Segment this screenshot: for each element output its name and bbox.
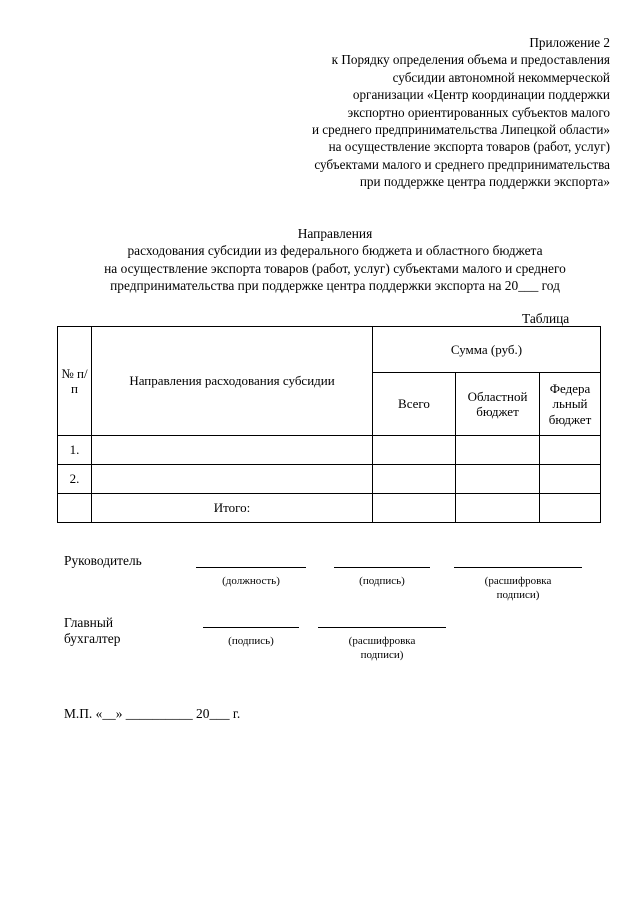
- title-line: Направления: [297, 226, 373, 241]
- head-signature-line[interactable]: [334, 567, 430, 568]
- header-line: экспортно ориентированных субъектов малого: [347, 104, 610, 120]
- cell-direction[interactable]: [92, 436, 373, 465]
- accountant-signature-caption: (подпись): [228, 635, 274, 647]
- title-line: расходования субсидии из федерального бюджета и областного бюджета: [127, 243, 543, 259]
- document-title: [30, 225, 640, 295]
- header-line: субсидии автономной некоммерческой: [392, 69, 610, 85]
- cell-num: 1.: [58, 436, 92, 465]
- cell-total[interactable]: [373, 494, 456, 523]
- header-line: при поддержке центра поддержки экспорта»: [359, 174, 610, 190]
- table-caption: Таблица: [522, 311, 570, 326]
- cell-regional[interactable]: [456, 494, 540, 523]
- table-total-row: [58, 494, 601, 523]
- title-line: предпринимательства при поддержке центра поддержки экспорта на 20___ год: [110, 278, 560, 294]
- cell-total[interactable]: [373, 436, 456, 465]
- cell-num: [58, 494, 92, 523]
- head-position-caption: (должность): [222, 575, 280, 587]
- header-total: Всего: [373, 373, 456, 436]
- head-signature-caption: (подпись): [359, 575, 405, 587]
- stamp-date-line: М.П. «__» __________ 20___ г.: [64, 706, 241, 721]
- header-line: и среднего предпринимательства Липецкой области»: [311, 122, 610, 138]
- header-federal: Федера льный бюджет: [540, 373, 601, 436]
- cell-regional[interactable]: [456, 465, 540, 494]
- accountant-label: Главный бухгалтер: [64, 615, 121, 646]
- header-line: к Порядку определения объема и предоставления: [331, 52, 610, 68]
- appendix-header: [230, 34, 610, 191]
- head-position-line[interactable]: [196, 567, 306, 568]
- head-name-line[interactable]: [454, 567, 582, 568]
- title-line: на осуществление экспорта товаров (работ, услуг) субъектами малого и среднего: [104, 260, 566, 276]
- head-name-caption: (расшифровка подписи): [484, 575, 552, 601]
- table-header-row: [58, 327, 601, 373]
- header-direction: Направления расходования субсидии: [92, 327, 373, 436]
- cell-total[interactable]: [373, 465, 456, 494]
- cell-num: 2.: [58, 465, 92, 494]
- header-line: на осуществление экспорта товаров (работ, услуг): [328, 139, 610, 155]
- cell-direction[interactable]: [92, 465, 373, 494]
- cell-federal[interactable]: [540, 436, 601, 465]
- cell-federal[interactable]: [540, 494, 601, 523]
- cell-regional[interactable]: [456, 436, 540, 465]
- accountant-name-line[interactable]: [318, 627, 446, 628]
- header-sum: Сумма (руб.): [373, 327, 601, 373]
- subsidy-table: [57, 326, 601, 523]
- accountant-signature-line[interactable]: [203, 627, 299, 628]
- accountant-name-caption: (расшифровка подписи): [348, 635, 416, 661]
- cell-federal[interactable]: [540, 465, 601, 494]
- table-row: [58, 465, 601, 494]
- head-label: Руководитель: [64, 553, 142, 568]
- header-line: организации «Центр координации поддержки: [352, 87, 610, 103]
- header-num: № п/п: [58, 327, 92, 436]
- header-regional: Областной бюджет: [456, 373, 540, 436]
- header-line: Приложение 2: [529, 35, 610, 50]
- header-line: субъектами малого и среднего предпринимательства: [314, 156, 610, 172]
- cell-total-label: Итого:: [92, 494, 373, 523]
- table-row: [58, 436, 601, 465]
